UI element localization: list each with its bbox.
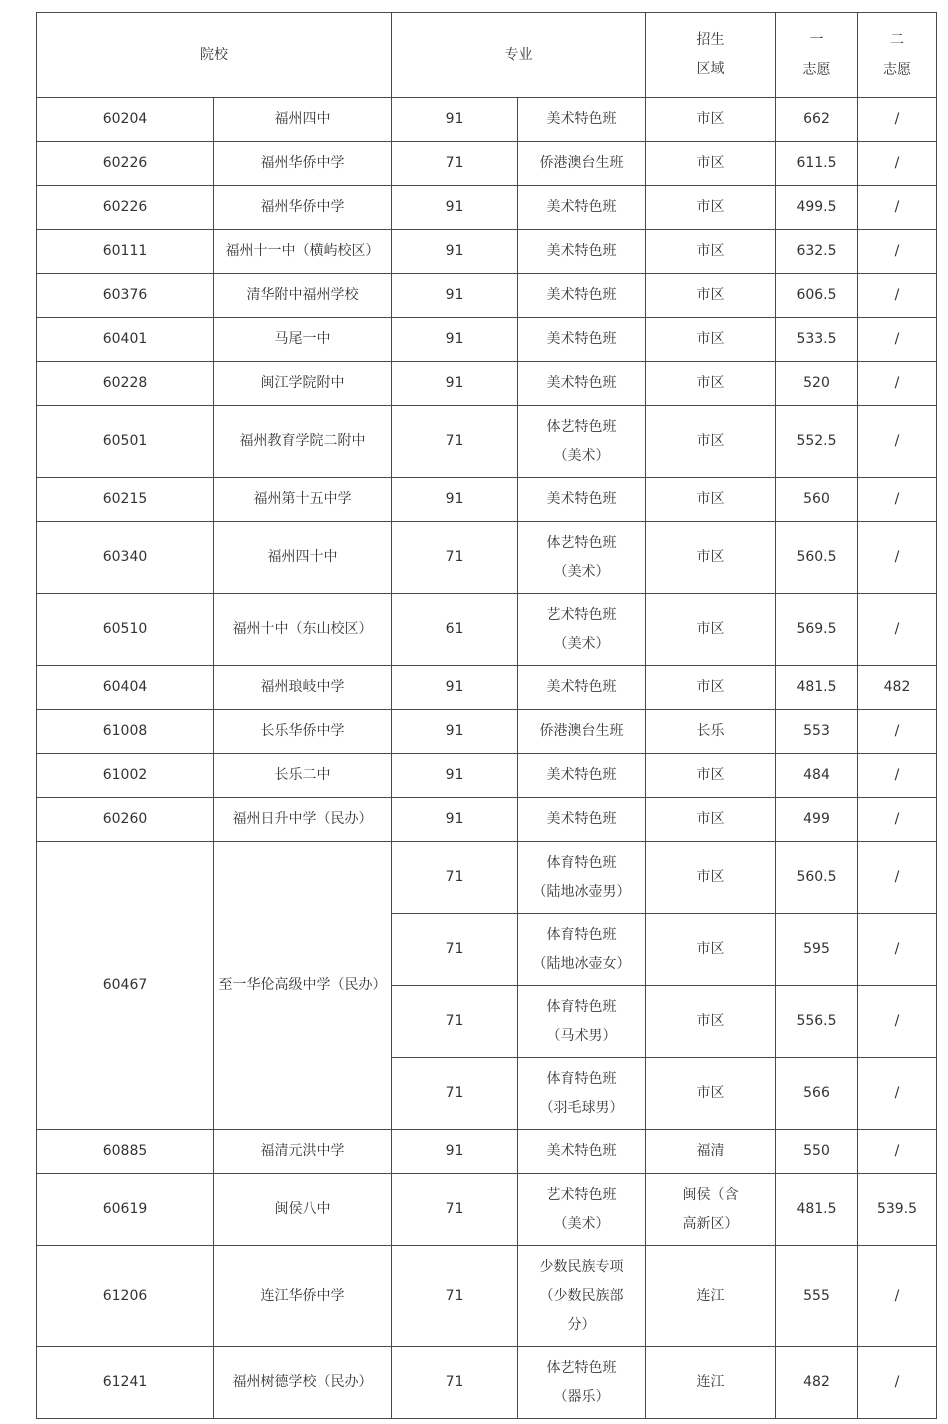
table-row: [37, 274, 937, 318]
first-choice-score-cell: 662: [776, 98, 858, 142]
major-name-cell: [518, 1174, 646, 1246]
second-choice-score-cell: /: [858, 478, 937, 522]
major-name-cell-line: 美术特色班: [546, 111, 617, 127]
major-name-cell-line: （陆地冰壶男）: [532, 883, 631, 900]
major-name-cell: [518, 1347, 646, 1419]
major-name-cell-line: 美术特色班: [546, 199, 617, 215]
major-name-cell-line: 侨港澳台生班: [539, 723, 624, 739]
table-row: [37, 522, 937, 594]
major-code-cell: 91: [392, 798, 518, 842]
school-name-cell: 清华附中福州学校: [214, 274, 392, 318]
major-name-cell-line: （美术）: [553, 1215, 610, 1232]
school-code-cell: 61206: [37, 1246, 214, 1347]
school-name-cell: 福州树德学校（民办）: [214, 1347, 392, 1419]
header-first-choice: [776, 13, 858, 98]
major-name-cell-line: （马术男）: [546, 1027, 617, 1044]
region-cell: [646, 914, 776, 986]
table-row: [37, 1246, 937, 1347]
first-choice-score-cell: 560.5: [776, 522, 858, 594]
region-cell-line: 市区: [696, 1085, 725, 1101]
major-name-cell-line: （羽毛球男）: [539, 1099, 624, 1116]
major-name-cell-line: 体艺特色班: [546, 1359, 617, 1376]
major-code-cell: 71: [392, 1246, 518, 1347]
major-name-cell: [518, 986, 646, 1058]
first-choice-score-cell: 550: [776, 1130, 858, 1174]
major-name-cell-line: 艺术特色班: [546, 606, 617, 623]
region-cell-line: 市区: [696, 375, 725, 391]
major-name-cell: [518, 230, 646, 274]
major-code-cell: 71: [392, 522, 518, 594]
region-cell-line: 福清: [696, 1143, 725, 1159]
second-choice-score-cell: /: [858, 362, 937, 406]
school-code-cell: 60204: [37, 98, 214, 142]
region-cell: [646, 594, 776, 666]
region-cell-line: 市区: [696, 811, 725, 827]
school-code-cell: 60111: [37, 230, 214, 274]
major-name-cell: [518, 186, 646, 230]
table-header-row: [37, 13, 937, 98]
first-choice-score-cell: 611.5: [776, 142, 858, 186]
header-second-choice-bottom: 志愿: [883, 62, 911, 78]
school-name-cell: 闽侯八中: [214, 1174, 392, 1246]
second-choice-score-cell: /: [858, 842, 937, 914]
header-first-choice-top: 一: [809, 32, 824, 48]
first-choice-score-cell: 499: [776, 798, 858, 842]
school-code-cell: 60619: [37, 1174, 214, 1246]
school-name-cell: 福州华侨中学: [214, 186, 392, 230]
school-name-cell: 福州教育学院二附中: [214, 406, 392, 478]
second-choice-score-cell: /: [858, 274, 937, 318]
region-cell: [646, 318, 776, 362]
major-name-cell-line: 美术特色班: [546, 375, 617, 391]
school-code-cell: 60401: [37, 318, 214, 362]
school-code-cell: 61241: [37, 1347, 214, 1419]
first-choice-score-cell: 555: [776, 1246, 858, 1347]
school-code-cell: 60501: [37, 406, 214, 478]
second-choice-score-cell: /: [858, 710, 937, 754]
region-cell-line: 市区: [696, 331, 725, 347]
region-cell-line: 市区: [696, 287, 725, 303]
second-choice-score-cell: /: [858, 186, 937, 230]
major-name-cell: [518, 274, 646, 318]
region-cell: [646, 274, 776, 318]
region-cell-line: 市区: [696, 155, 725, 171]
region-cell: [646, 986, 776, 1058]
table-row: [37, 478, 937, 522]
major-name-cell: [518, 842, 646, 914]
region-cell-line: 市区: [696, 491, 725, 507]
region-cell: [646, 1174, 776, 1246]
table-row: [37, 798, 937, 842]
table-row: [37, 142, 937, 186]
table-row: [37, 98, 937, 142]
header-school: 院校: [37, 13, 392, 98]
school-name-cell: 福州日升中学（民办）: [214, 798, 392, 842]
admission-scores-table: [36, 12, 937, 1419]
first-choice-score-cell: 560: [776, 478, 858, 522]
major-name-cell: [518, 1058, 646, 1130]
first-choice-score-cell: 556.5: [776, 986, 858, 1058]
region-cell: [646, 142, 776, 186]
first-choice-score-cell: 566: [776, 1058, 858, 1130]
second-choice-score-cell: /: [858, 142, 937, 186]
second-choice-score-cell: /: [858, 754, 937, 798]
first-choice-score-cell: 533.5: [776, 318, 858, 362]
first-choice-score-cell: 520: [776, 362, 858, 406]
school-name-cell: 福州第十五中学: [214, 478, 392, 522]
major-code-cell: 71: [392, 142, 518, 186]
major-name-cell-line: （美术）: [553, 447, 610, 464]
major-code-cell: 91: [392, 274, 518, 318]
major-name-cell-line: 艺术特色班: [546, 1186, 617, 1203]
major-code-cell: 71: [392, 406, 518, 478]
school-name-cell: 闽江学院附中: [214, 362, 392, 406]
second-choice-score-cell: /: [858, 1246, 937, 1347]
school-code-cell: 60376: [37, 274, 214, 318]
major-name-cell-line: 分）: [567, 1316, 596, 1333]
major-name-cell-line: （器乐）: [553, 1388, 610, 1405]
major-name-cell: [518, 478, 646, 522]
major-code-cell: 61: [392, 594, 518, 666]
major-name-cell: [518, 798, 646, 842]
major-name-cell-line: 侨港澳台生班: [539, 155, 624, 171]
school-name-cell: 长乐华侨中学: [214, 710, 392, 754]
major-code-cell: 91: [392, 318, 518, 362]
school-code-cell: 60885: [37, 1130, 214, 1174]
first-choice-score-cell: 595: [776, 914, 858, 986]
major-name-cell: [518, 362, 646, 406]
region-cell-line: 连江: [696, 1287, 725, 1304]
major-code-cell: 71: [392, 986, 518, 1058]
table-row: [37, 754, 937, 798]
major-name-cell: [518, 98, 646, 142]
school-name-cell: 至一华伦高级中学（民办）: [214, 842, 392, 1130]
major-name-cell-line: 体育特色班: [546, 926, 617, 943]
major-code-cell: 91: [392, 666, 518, 710]
region-cell: [646, 1347, 776, 1419]
school-name-cell: 马尾一中: [214, 318, 392, 362]
second-choice-score-cell: /: [858, 986, 937, 1058]
major-code-cell: 71: [392, 1058, 518, 1130]
major-name-cell: [518, 914, 646, 986]
school-name-cell: 长乐二中: [214, 754, 392, 798]
major-code-cell: 71: [392, 1347, 518, 1419]
major-name-cell: [518, 318, 646, 362]
first-choice-score-cell: 484: [776, 754, 858, 798]
second-choice-score-cell: /: [858, 914, 937, 986]
major-name-cell: [518, 754, 646, 798]
table-row: [37, 842, 937, 914]
major-name-cell-line: 美术特色班: [546, 811, 617, 827]
header-region-line2: 区域: [696, 61, 725, 77]
region-cell: [646, 362, 776, 406]
second-choice-score-cell: 482: [858, 666, 937, 710]
major-name-cell: [518, 710, 646, 754]
second-choice-score-cell: /: [858, 406, 937, 478]
major-code-cell: 91: [392, 230, 518, 274]
second-choice-score-cell: /: [858, 230, 937, 274]
region-cell-line: 市区: [696, 679, 725, 695]
region-cell-line: 连江: [696, 1374, 725, 1390]
major-name-cell-line: 美术特色班: [546, 331, 617, 347]
region-cell: [646, 842, 776, 914]
second-choice-score-cell: /: [858, 798, 937, 842]
header-first-choice-bottom: 志愿: [802, 62, 831, 78]
second-choice-score-cell: /: [858, 522, 937, 594]
region-cell-line: 市区: [696, 243, 725, 259]
major-name-cell-line: 美术特色班: [546, 243, 617, 259]
school-code-cell: 60404: [37, 666, 214, 710]
first-choice-score-cell: 481.5: [776, 1174, 858, 1246]
table-row: [37, 666, 937, 710]
major-code-cell: 71: [392, 842, 518, 914]
school-code-cell: 60340: [37, 522, 214, 594]
table-row: [37, 1347, 937, 1419]
region-cell-line: 市区: [696, 869, 725, 885]
school-code-cell: 60510: [37, 594, 214, 666]
table-row: [37, 318, 937, 362]
school-name-cell: 福清元洪中学: [214, 1130, 392, 1174]
region-cell: [646, 522, 776, 594]
region-cell-line: 高新区）: [682, 1215, 739, 1232]
first-choice-score-cell: 606.5: [776, 274, 858, 318]
school-code-cell: 61002: [37, 754, 214, 798]
second-choice-score-cell: /: [858, 1130, 937, 1174]
table-row: [37, 406, 937, 478]
major-code-cell: 91: [392, 710, 518, 754]
major-name-cell-line: （美术）: [553, 635, 610, 652]
first-choice-score-cell: 482: [776, 1347, 858, 1419]
major-name-cell-line: 体艺特色班: [546, 534, 617, 551]
region-cell-line: 市区: [696, 433, 725, 449]
major-code-cell: 91: [392, 186, 518, 230]
major-name-cell-line: 美术特色班: [546, 1143, 617, 1159]
first-choice-score-cell: 560.5: [776, 842, 858, 914]
major-code-cell: 91: [392, 754, 518, 798]
region-cell-line: 市区: [696, 767, 725, 783]
major-code-cell: 71: [392, 1174, 518, 1246]
region-cell-line: 市区: [696, 1013, 725, 1029]
major-name-cell-line: 体育特色班: [546, 854, 617, 871]
school-name-cell: 福州四中: [214, 98, 392, 142]
school-name-cell: 福州十一中（横屿校区）: [214, 230, 392, 274]
school-code-cell: 60228: [37, 362, 214, 406]
school-code-cell: 60226: [37, 142, 214, 186]
major-name-cell-line: （少数民族部: [539, 1287, 624, 1304]
major-code-cell: 71: [392, 914, 518, 986]
school-code-cell: 60215: [37, 478, 214, 522]
major-name-cell-line: 体育特色班: [546, 1070, 617, 1087]
region-cell: [646, 710, 776, 754]
major-name-cell-line: （美术）: [553, 563, 610, 580]
table-body: [37, 98, 937, 1419]
major-name-cell-line: 美术特色班: [546, 679, 617, 695]
second-choice-score-cell: 539.5: [858, 1174, 937, 1246]
header-region: [646, 13, 776, 98]
major-name-cell-line: 少数民族专项: [539, 1258, 624, 1275]
major-code-cell: 91: [392, 362, 518, 406]
region-cell-line: 长乐: [696, 723, 725, 739]
first-choice-score-cell: 481.5: [776, 666, 858, 710]
region-cell: [646, 754, 776, 798]
second-choice-score-cell: /: [858, 318, 937, 362]
school-code-cell: 60226: [37, 186, 214, 230]
major-name-cell-line: 美术特色班: [546, 287, 617, 303]
table-row: [37, 362, 937, 406]
school-name-cell: 福州华侨中学: [214, 142, 392, 186]
major-name-cell-line: 体艺特色班: [546, 418, 617, 435]
major-name-cell-line: 美术特色班: [546, 767, 617, 783]
major-code-cell: 91: [392, 98, 518, 142]
header-second-choice-top: 二: [890, 32, 904, 48]
table-row: [37, 186, 937, 230]
major-code-cell: 91: [392, 1130, 518, 1174]
region-cell: [646, 1058, 776, 1130]
table-row: [37, 594, 937, 666]
table-row: [37, 1174, 937, 1246]
table-row: [37, 1130, 937, 1174]
region-cell: [646, 186, 776, 230]
table-row: [37, 710, 937, 754]
first-choice-score-cell: 569.5: [776, 594, 858, 666]
region-cell: [646, 98, 776, 142]
school-name-cell: 福州四十中: [214, 522, 392, 594]
second-choice-score-cell: /: [858, 1347, 937, 1419]
header-second-choice: [858, 13, 937, 98]
region-cell: [646, 1130, 776, 1174]
region-cell: [646, 230, 776, 274]
region-cell: [646, 478, 776, 522]
first-choice-score-cell: 499.5: [776, 186, 858, 230]
region-cell-line: 闽侯（含: [682, 1186, 739, 1203]
first-choice-score-cell: 632.5: [776, 230, 858, 274]
region-cell: [646, 1246, 776, 1347]
major-name-cell-line: （陆地冰壶女）: [532, 955, 631, 972]
major-name-cell: [518, 406, 646, 478]
second-choice-score-cell: /: [858, 594, 937, 666]
region-cell-line: 市区: [696, 111, 725, 127]
major-code-cell: 91: [392, 478, 518, 522]
major-name-cell: [518, 594, 646, 666]
major-name-cell: [518, 1246, 646, 1347]
school-code-cell: 61008: [37, 710, 214, 754]
region-cell: [646, 666, 776, 710]
header-major: 专业: [392, 13, 646, 98]
major-name-cell: [518, 142, 646, 186]
major-name-cell: [518, 522, 646, 594]
region-cell: [646, 406, 776, 478]
school-name-cell: 连江华侨中学: [214, 1246, 392, 1347]
region-cell-line: 市区: [696, 621, 725, 637]
school-code-cell: 60260: [37, 798, 214, 842]
region-cell-line: 市区: [696, 549, 725, 565]
second-choice-score-cell: /: [858, 1058, 937, 1130]
major-name-cell: [518, 1130, 646, 1174]
region-cell-line: 市区: [696, 199, 725, 215]
school-code-cell: 60467: [37, 842, 214, 1130]
table-row: [37, 230, 937, 274]
second-choice-score-cell: /: [858, 98, 937, 142]
school-name-cell: 福州十中（东山校区）: [214, 594, 392, 666]
school-name-cell: 福州琅岐中学: [214, 666, 392, 710]
header-region-line1: 招生: [696, 32, 725, 48]
major-name-cell: [518, 666, 646, 710]
major-name-cell-line: 体育特色班: [546, 998, 617, 1015]
region-cell: [646, 798, 776, 842]
major-name-cell-line: 美术特色班: [546, 491, 617, 507]
first-choice-score-cell: 552.5: [776, 406, 858, 478]
region-cell-line: 市区: [696, 941, 725, 957]
first-choice-score-cell: 553: [776, 710, 858, 754]
